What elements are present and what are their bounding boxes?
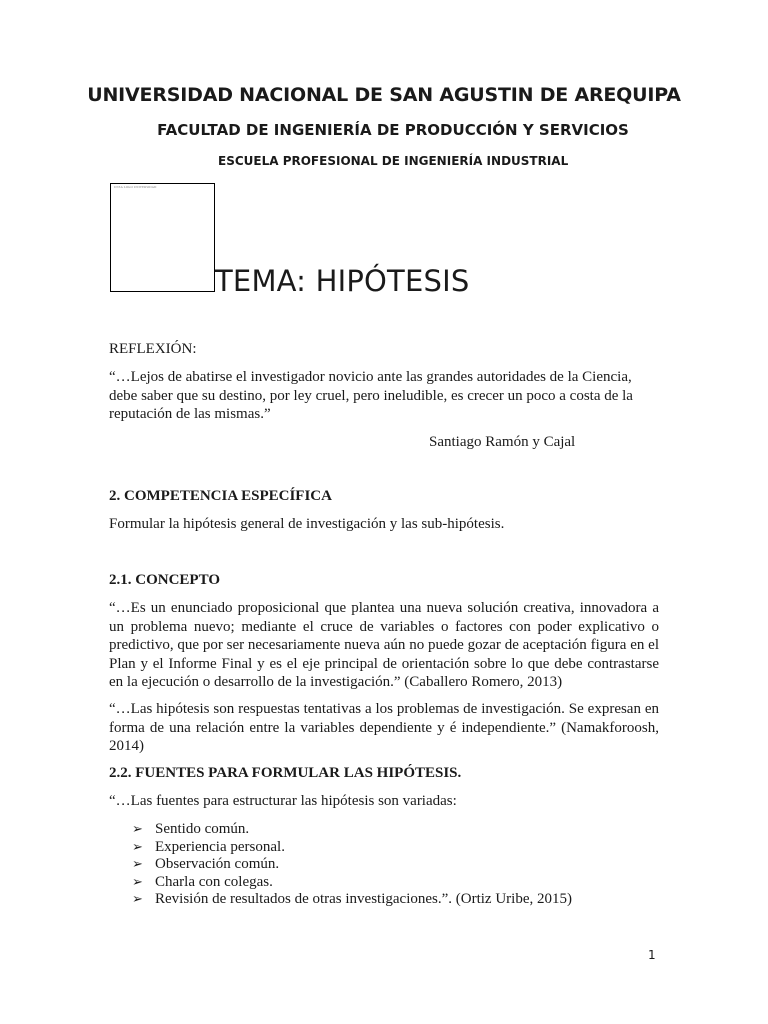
- reflection-quote: “…Lejos de abatirse el investigador novicio ante las grandes autoridades de la Ciencia, debe saber que su destino, por ley cruel, pero ineludible, es crecer un poco a costa de la reputación de las mismas.”: [109, 369, 633, 422]
- school-heading: ESCUELA PROFESIONAL DE INGENIERÍA INDUSTRIAL: [218, 154, 569, 168]
- arrowhead-bullet-icon: ➢: [132, 856, 143, 872]
- fuentes-intro: “…Las fuentes para estructurar las hipótesis son variadas:: [109, 793, 457, 809]
- competencia-text: Formular la hipótesis general de investigación y las sub-hipótesis.: [109, 516, 505, 532]
- section-heading-fuentes: 2.2. FUENTES PARA FORMULAR LAS HIPÓTESIS.: [109, 765, 462, 781]
- list-item-text: Revisión de resultados de otras investigaciones.”. (Ortiz Uribe, 2015): [155, 891, 572, 908]
- faculty-heading: FACULTAD DE INGENIERÍA DE PRODUCCIÓN Y SERVICIOS: [157, 121, 629, 139]
- arrowhead-bullet-icon: ➢: [132, 838, 143, 854]
- concepto-paragraph-2: “…Las hipótesis son respuestas tentativas a los problemas de investigación. Se expresan en forma de una relación entre la variables dependiente y é independiente.” (Namakforoosh, 2014): [109, 701, 659, 754]
- list-item: [132, 838, 572, 856]
- reflection-author: Santiago Ramón y Cajal: [429, 434, 576, 450]
- arrowhead-bullet-icon: ➢: [132, 891, 143, 907]
- list-item: [132, 890, 572, 908]
- list-item: [132, 855, 572, 873]
- section-heading-competencia: 2. COMPETENCIA ESPECÍFICA: [109, 488, 332, 504]
- page-number: 1: [648, 948, 656, 962]
- arrowhead-bullet-icon: ➢: [132, 821, 143, 836]
- list-item: [132, 820, 572, 838]
- university-heading: UNIVERSIDAD NACIONAL DE SAN AGUSTIN DE AREQUIPA: [87, 84, 681, 106]
- logo-caption: UNSA LOGO UNIVERSIDAD: [114, 185, 157, 189]
- list-item-text: Experiencia personal.: [155, 838, 285, 855]
- university-logo: [110, 183, 215, 292]
- list-item-text: Charla con colegas.: [155, 873, 273, 890]
- list-item-text: Observación común.: [155, 856, 280, 873]
- arrowhead-bullet-icon: ➢: [132, 873, 143, 889]
- fuentes-list: [132, 820, 572, 908]
- concepto-paragraph-1: “…Es un enunciado proposicional que plantea una nueva solución creativa, innovadora a un problema nuevo; mediante el cruce de variables o factores con poder explicativo o predictivo, que por ser necesariamente nueva aún no puede gozar de aceptación figura en el Plan y el Informe Final y es el eje principal de orientación sobre lo que debe contrastarse en la ejecución o desarrollo de la investigación.” (Caballero Romero, 2013): [109, 600, 659, 690]
- section-heading-concepto: 2.1. CONCEPTO: [109, 572, 220, 588]
- list-item-text: Sentido común.: [155, 821, 250, 837]
- list-item: [132, 873, 572, 891]
- page-title: TEMA: HIPÓTESIS: [215, 264, 470, 298]
- reflection-label: REFLEXIÓN:: [109, 341, 197, 357]
